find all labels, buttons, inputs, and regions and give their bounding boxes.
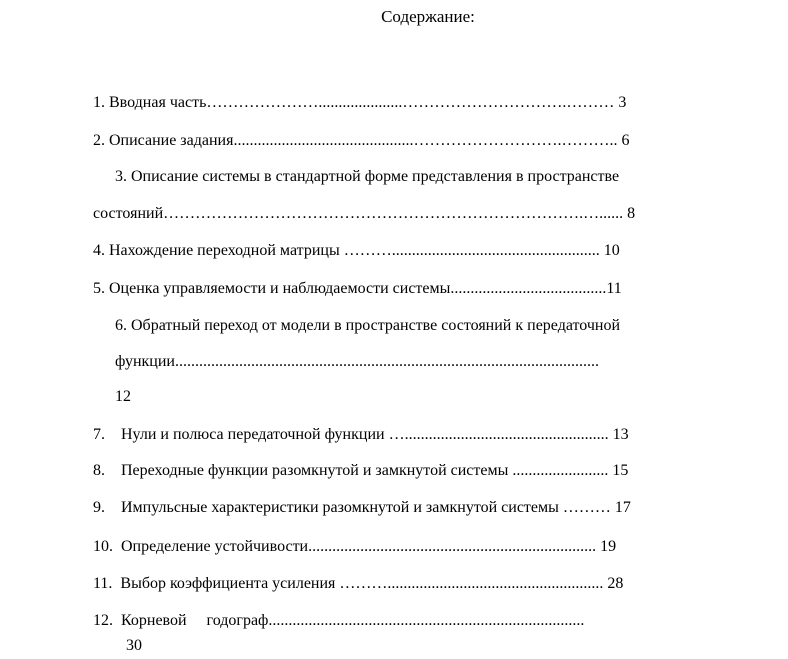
toc-entry-7: 7. Нули и полюса передаточной функции …................................................... 13 (93, 426, 629, 443)
toc-entry-12-page: 30 (126, 637, 142, 654)
page-title: Содержание: (381, 7, 475, 26)
toc-entry-5: 5. Оценка управляемости и наблюдаемости системы.......................................11 (93, 280, 622, 297)
toc-entry-6-line-2: функции.......................................................................................................... (115, 353, 599, 370)
toc-entry-3-line-2: состояний…………………………………………………………………….…...... 8 (93, 205, 636, 222)
toc-entry-8: 8. Переходные функции разомкнутой и замкнутой системы ........................ 15 (93, 462, 629, 479)
toc-entry-1: 1. Вводная часть………………….....................………………………….……… 3 (93, 94, 627, 111)
toc-entry-10: 10. Определение устойчивости........................................................................ 19 (93, 538, 617, 555)
toc-entry-12: 12. Корневой годограф............................................................................... (93, 612, 585, 629)
toc-entry-3-line-1: 3. Описание системы в стандартной форме представления в пространстве (115, 168, 620, 185)
toc-entry-9: 9. Импульсные характеристики разомкнутой и замкнутой системы ……… 17 (93, 499, 631, 516)
toc-entry-2: 2. Описание задания.............................................……………………….……….. 6 (93, 132, 630, 149)
toc-entry-11: 11. Выбор коэффициента усиления ………...................................................... 28 (93, 575, 624, 592)
toc-entry-6-page: 12 (115, 388, 131, 405)
toc-entry-4: 4. Нахождение переходной матрицы ……….................................................... 10 (93, 242, 620, 259)
toc-entry-6-line-1: 6. Обратный переход от модели в пространстве состояний к передаточной (115, 317, 621, 334)
